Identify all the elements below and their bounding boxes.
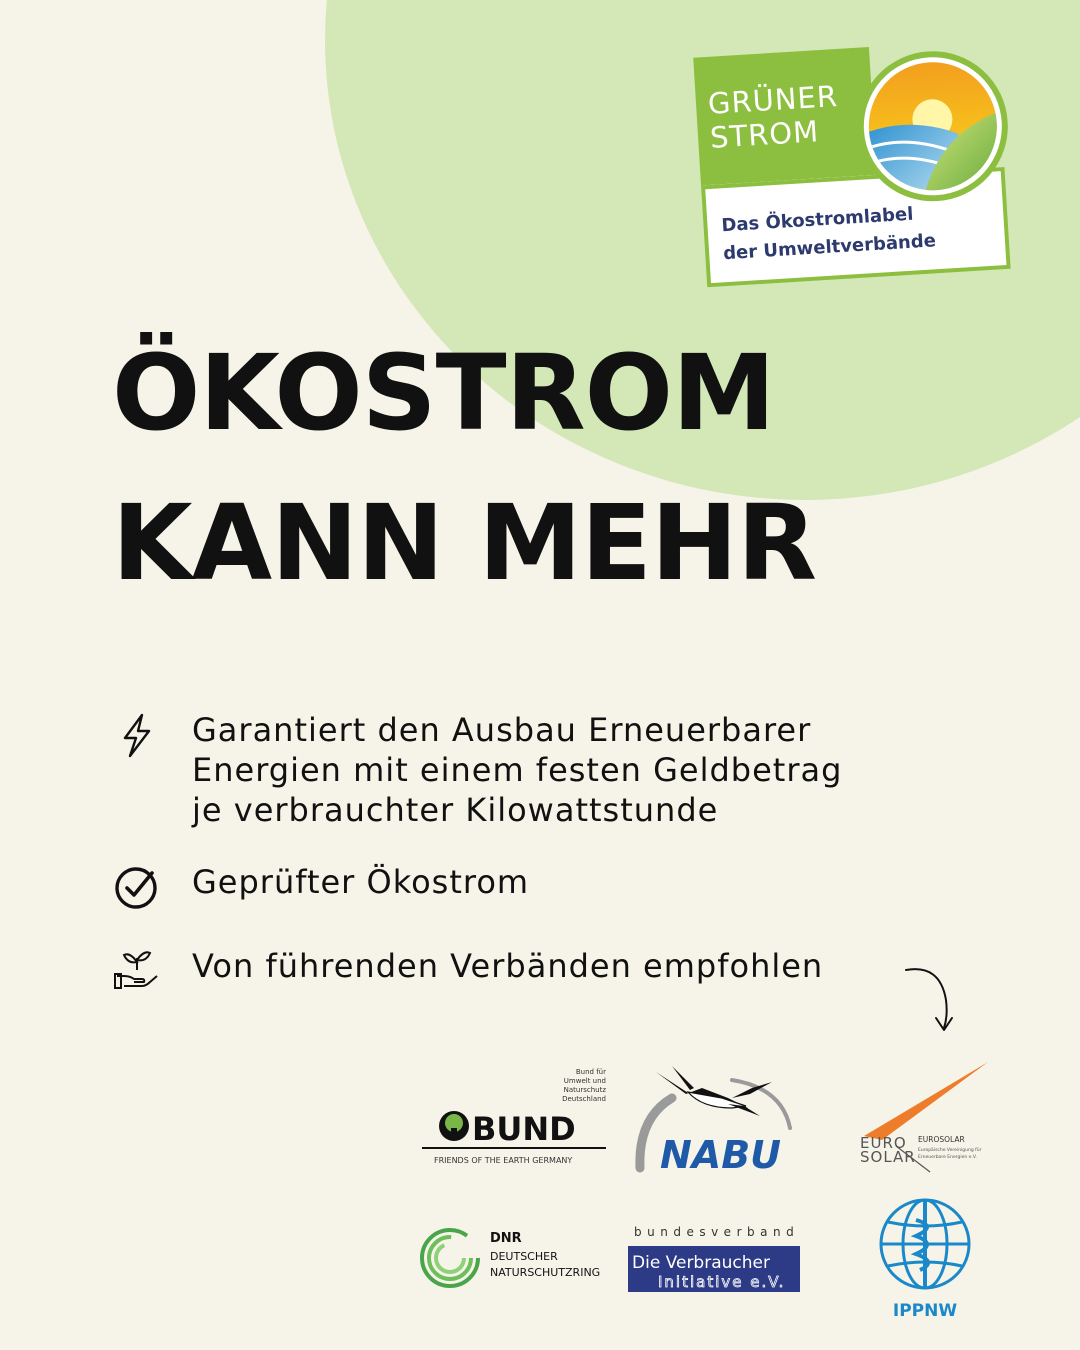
label-title	[707, 79, 841, 155]
eurosolar-desc-line: Europäische Vereinigung für	[918, 1148, 982, 1153]
verbraucher-initiative-logo	[628, 1222, 804, 1298]
feature-text	[192, 862, 529, 902]
gruener-strom-label	[693, 39, 1019, 290]
ippnw-globe-icon	[881, 1200, 969, 1288]
curved-arrow-icon	[900, 960, 970, 1040]
eurosolar-name: EUROSOLAR	[918, 1135, 965, 1144]
feature-text-line: Geprüfter Ökostrom	[192, 863, 530, 901]
dnr-abbr: DNR	[490, 1231, 522, 1246]
feature-text-line: Energien mit einem festen Geldbetrag	[192, 751, 843, 789]
verbraucher-line1: Die Verbraucher	[632, 1253, 770, 1273]
feature-text	[192, 946, 823, 986]
verbraucher-line2: Initiative e.V.	[658, 1273, 786, 1291]
feature-item	[112, 946, 823, 996]
hand-plant-icon	[112, 946, 162, 996]
dnr-line2: NATURSCHUTZRING	[490, 1266, 601, 1279]
headline-line2: KANN MEHR	[112, 482, 817, 604]
eurosolar-mark-line2: SOLAR	[860, 1148, 916, 1166]
label-green-box	[693, 47, 876, 186]
label-subtitle	[721, 199, 937, 268]
nabu-name: NABU	[660, 1133, 782, 1177]
feature-text-line: Von führenden Verbänden empfohlen	[192, 947, 824, 985]
headline-line1: ÖKOSTROM	[112, 332, 775, 454]
feature-item	[112, 710, 842, 830]
lightning-icon	[112, 710, 162, 760]
dnr-line1: DEUTSCHER	[490, 1250, 558, 1263]
label-title-line1: GRÜNER	[707, 79, 839, 121]
ippnw-logo	[872, 1196, 978, 1320]
verbraucher-top: bundesverband	[634, 1225, 800, 1239]
eurosolar-mark-line1: EURO	[860, 1134, 907, 1152]
label-title-line2: STROM	[709, 114, 821, 155]
stork-icon	[656, 1066, 772, 1116]
bund-tagline-line: Deutschland	[562, 1095, 606, 1103]
label-subtitle-line1: Das Ökostromlabel	[720, 203, 914, 237]
bund-tagline-line: Umwelt und	[563, 1077, 606, 1085]
feature-text	[192, 710, 842, 830]
ippnw-name: IPPNW	[892, 1301, 958, 1320]
nabu-logo	[632, 1058, 808, 1178]
label-subtitle-line2: der Umweltverbände	[722, 230, 937, 265]
dnr-logo	[416, 1222, 616, 1292]
bund-tagline-line: Naturschutz	[563, 1086, 606, 1094]
feature-item	[112, 862, 529, 912]
check-circle-icon	[112, 862, 162, 912]
eurosolar-desc-line: Erneuerbare Energien e.V.	[918, 1155, 977, 1160]
feature-text-line: Garantiert den Ausbau Erneuerbarer	[192, 711, 812, 749]
bund-subtitle: FRIENDS OF THE EARTH GERMANY	[434, 1156, 573, 1165]
bund-tagline-line: Bund für	[575, 1068, 606, 1076]
headline	[112, 318, 816, 618]
bund-name: BUND	[472, 1110, 576, 1148]
dnr-rings-icon	[422, 1230, 478, 1286]
sun-landscape-icon	[853, 47, 1012, 206]
feature-text-line: je verbrauchter Kilowattstunde	[192, 791, 719, 829]
eurosolar-ray-icon	[864, 1062, 988, 1140]
bund-logo	[420, 1062, 620, 1172]
eurosolar-logo	[856, 1060, 996, 1178]
